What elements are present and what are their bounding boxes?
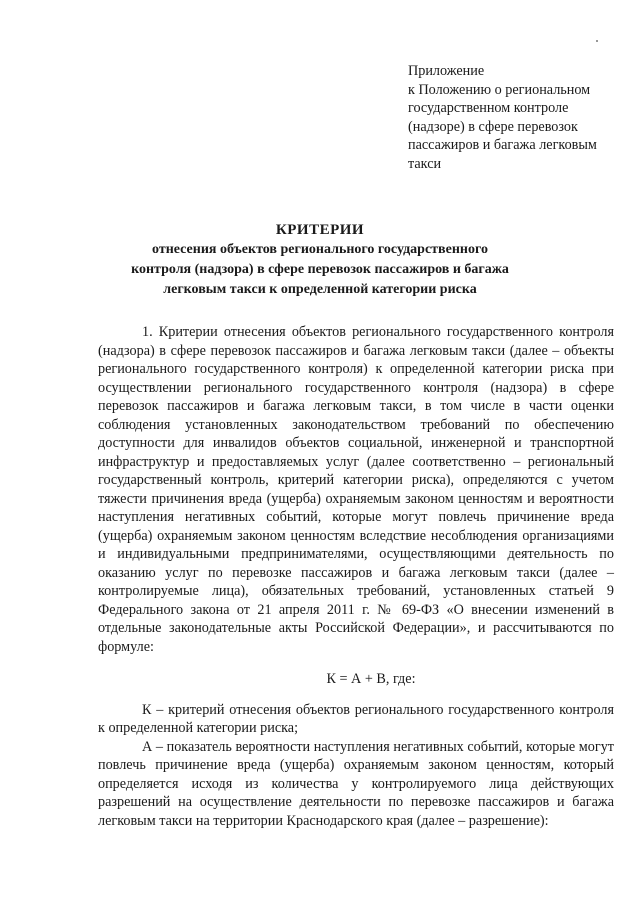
title-heading: КРИТЕРИИ bbox=[275, 222, 365, 238]
appendix-line: Приложение bbox=[408, 63, 485, 79]
appendix-line: (надзоре) в сфере перевозок bbox=[408, 118, 578, 135]
document-title bbox=[70, 220, 570, 300]
appendix-line: такси bbox=[408, 155, 442, 172]
paragraph-a-definition: А – показатель вероятности наступления негативных событий, которые могут повлечь причинение вреда (ущерба) охраняемым законом ценностям, который определяется исходя из количества у контролируемого лица действующих разрешений на осуществление деятельности по перевозке пассажиров и багажа легковым такси на территории Краснодарского края (далее – разрешение): bbox=[98, 738, 614, 829]
appendix-line: пассажиров и багажа легковым bbox=[408, 137, 597, 154]
formula: К = А + В, где: bbox=[326, 671, 416, 687]
appendix-line: к Положению о региональном bbox=[408, 81, 591, 98]
scan-speck bbox=[596, 40, 598, 42]
appendix-line: государственном контроле bbox=[408, 100, 569, 117]
appendix-note bbox=[408, 62, 628, 174]
title-subline: контроля (надзора) в сфере перевозок пассажиров и багажа bbox=[131, 262, 509, 277]
title-subline: легковым такси к определенной категории риска bbox=[163, 282, 477, 297]
paragraph-criteria: 1. Критерии отнесения объектов регионального государственного контроля (надзора) в сфере перевозок пассажиров и багажа легковым такси (далее – объекты регионального государственного контроля) к определенной категории риска при осуществлении регионального государственного контроля (надзора) в сфере перевозок пассажиров и багажа легковым такси, в том числе в части оценки соблюдения установленных законодательством требований по обеспечению доступности для инвалидов объектов социальной, инженерной и транспортной инфраструктур и предоставляемых услуг (далее соответственно – региональный государственный контроль, критерий категории риска), определяются с учетом тяжести причинения вреда (ущерба) охраняемым законом ценностям и вероятности наступления негативных событий, которые могут повлечь причинение вреда (ущерба) охраняемым законом ценностям вследствие несоблюдения организациями и индивидуальными предпринимателями, осуществляющими деятельность по оказанию услуг по перевозке пассажиров и багажа легковым такси (далее – контролируемые лица), обязательных требований, установленных статьей 9 Федерального закона от 21 апреля 2011 г. № 69-ФЗ «О внесении изменений в отдельные законодательные акты Российской Федерации», и рассчитываются по формуле: bbox=[98, 324, 614, 655]
title-subline: отнесения объектов регионального государственного bbox=[152, 242, 488, 257]
paragraph-k-definition: К – критерий отнесения объектов регионального государственного контроля к определенной категории риска; bbox=[98, 701, 614, 736]
document-body bbox=[98, 323, 614, 830]
